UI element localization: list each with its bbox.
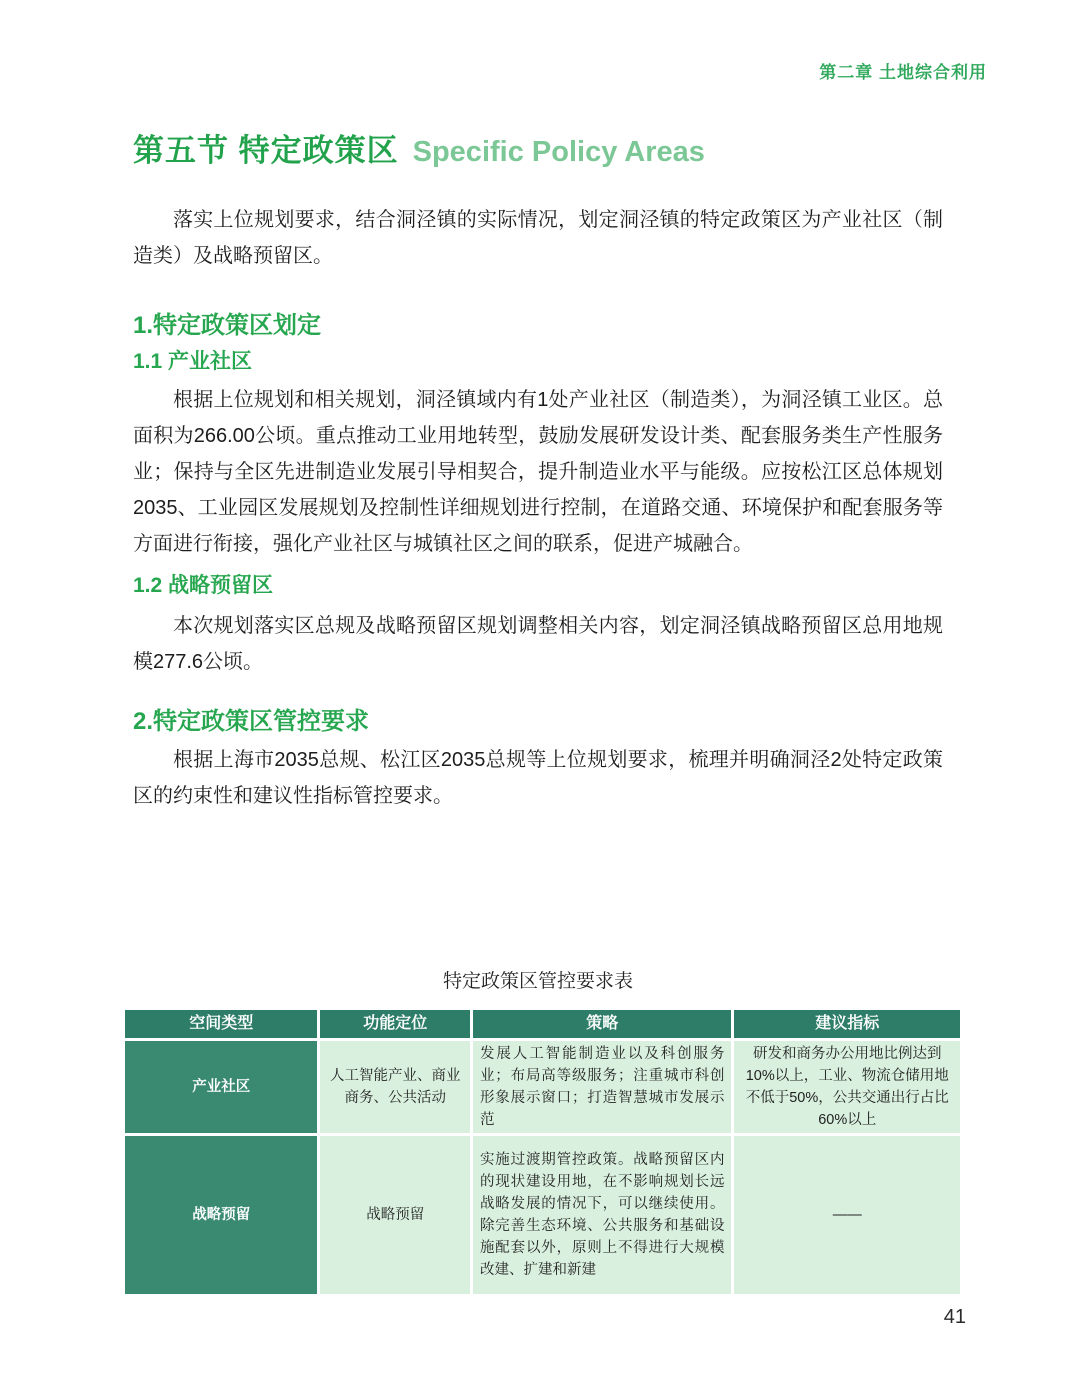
table-header-space-type: 空间类型 xyxy=(125,1010,317,1038)
intro-paragraph: 落实上位规划要求，结合洞泾镇的实际情况，划定洞泾镇的特定政策区为产业社区（制造类）及战略预留区。 xyxy=(133,209,943,267)
section-1-2-heading: 1.2 战略预留区 xyxy=(133,574,274,597)
row1-function: 人工智能产业、商业商务、公共活动 xyxy=(320,1041,470,1133)
row1-space-type: 产业社区 xyxy=(125,1041,317,1133)
page-title xyxy=(133,130,943,172)
table-header-indicator: 建议指标 xyxy=(734,1010,960,1038)
page-title-en: Specific Policy Areas xyxy=(412,136,705,168)
row2-function: 战略预留 xyxy=(320,1136,470,1294)
section-2-paragraph: 根据上海市2035总规、松江区2035总规等上位规划要求，梳理并明确洞泾2处特定政策区的约束性和建议性指标管控要求。 xyxy=(133,749,943,807)
table-header-strategy: 策略 xyxy=(473,1010,732,1038)
table-row xyxy=(125,1136,960,1294)
section-1-heading: 1.特定政策区划定 xyxy=(133,312,322,339)
row2-strategy: 实施过渡期管控政策。战略预留区内的现状建设用地，在不影响规划长远战略发展的情况下，可以继续使用。除完善生态环境、公共服务和基础设施配套以外，原则上不得进行大规模改建、扩建和新建 xyxy=(473,1136,732,1294)
page-number: 41 xyxy=(943,1306,966,1328)
section-1-1-heading: 1.1 产业社区 xyxy=(133,350,253,373)
table-title: 特定政策区管控要求表 xyxy=(442,971,633,992)
section-1-1-paragraph: 根据上位规划和相关规划，洞泾镇域内有1处产业社区（制造类），为洞泾镇工业区。总面积为266.00公顷。重点推动工业用地转型，鼓励发展研发设计类、配套服务类生产性服务业；保持与全区先进制造业发展引导相契合，提升制造业水平与能级。应按松江区总体规划2035、工业园区发展规划及控制性详细规划进行控制，在道路交通、环境保护和配套服务等方面进行衔接，强化产业社区与城镇社区之间的联系，促进产城融合。 xyxy=(133,389,943,555)
row2-space-type: 战略预留 xyxy=(125,1136,317,1294)
row1-strategy: 发展人工智能制造业以及科创服务业；布局高等级服务；注重城市科创形象展示窗口；打造智慧城市发展示范 xyxy=(473,1041,732,1133)
row1-indicator: 研发和商务办公用地比例达到10%以上，工业、物流仓储用地不低于50%，公共交通出行占比60%以上 xyxy=(734,1041,960,1133)
row2-indicator: —— xyxy=(734,1136,960,1294)
policy-control-table xyxy=(122,1007,963,1297)
table-row xyxy=(125,1041,960,1133)
section-1-2-paragraph: 本次规划落实区总规及战略预留区规划调整相关内容，划定洞泾镇战略预留区总用地规模277.6公顷。 xyxy=(133,615,943,673)
page-title-zh: 第五节 特定政策区 xyxy=(133,133,399,168)
chapter-header: 第二章 土地综合利用 xyxy=(819,63,987,82)
table-header-row xyxy=(125,1010,960,1038)
section-2-heading: 2.特定政策区管控要求 xyxy=(133,708,370,735)
table-header-function: 功能定位 xyxy=(320,1010,470,1038)
